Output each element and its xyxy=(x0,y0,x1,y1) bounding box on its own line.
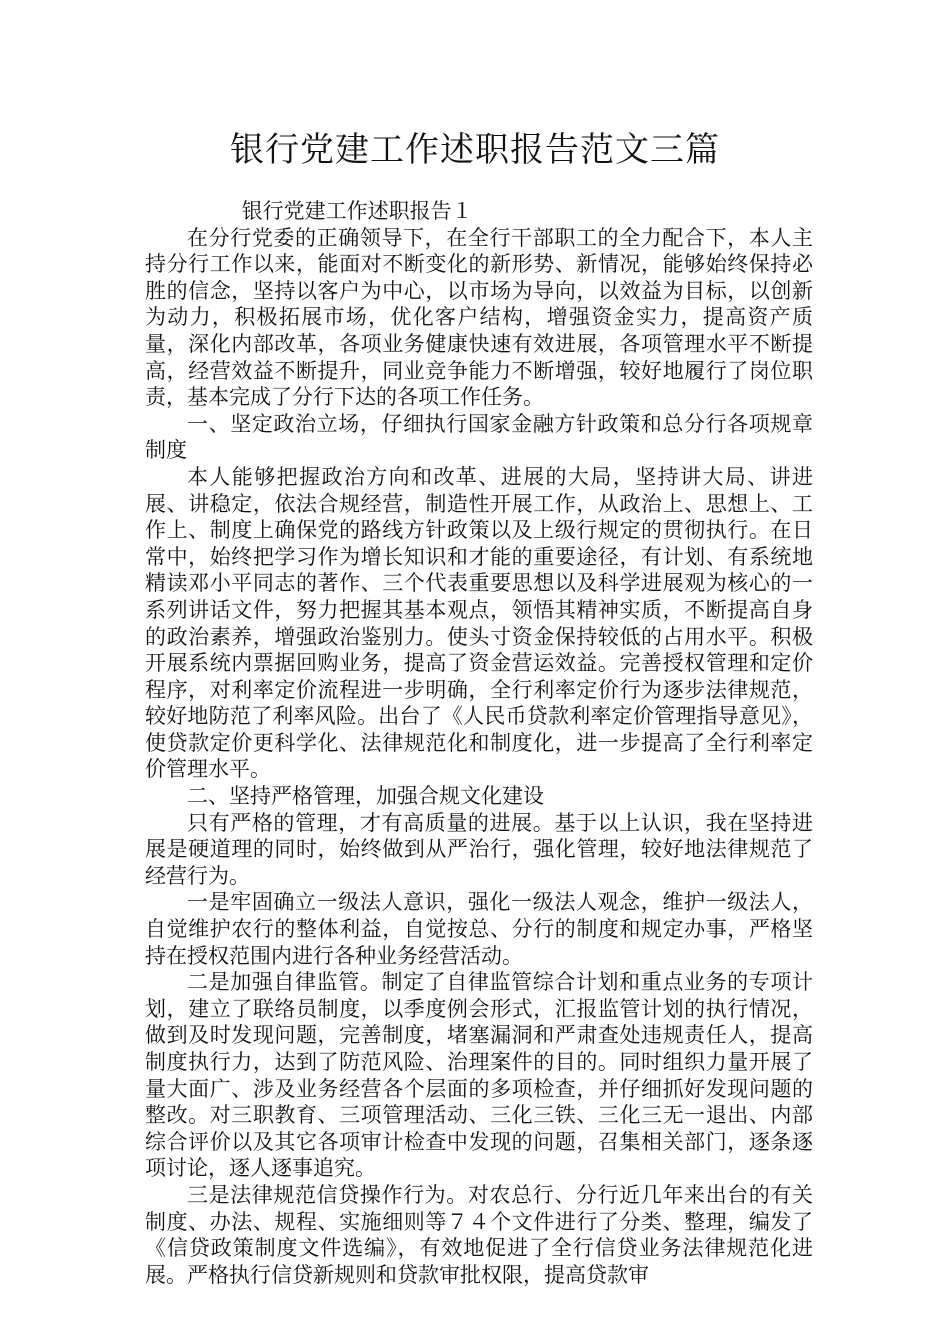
paragraph: 本人能够把握政治方向和改革、进展的大局，坚持讲大局、讲进展、讲稳定，依法合规经营，制造性开展工作，从政治上、思想上、工作上、制度上确保党的路线方针政策以及上级行规定的贯彻执行。在日常中，始终把学习作为增长知识和才能的重要途径，有计划、有系统地精读邓小平同志的著作、三个代表重要思想以及科学进展观为核心的一系列讲话文件，努力把握其基本观点，领悟其精神实质，不断提高自身的政治素养，增强政治鉴别力。使头寸资金保持较低的占用水平。积极开展系统内票据回购业务，提高了资金营运效益。完善授权管理和定价程序，对利率定价流程进一步明确，全行利率定价行为逐步法律规范，较好地防范了利率风险。出台了《人民币贷款利率定价管理指导意见》，使贷款定价更科学化、法律规范化和制度化，进一步提高了全行利率定价管理水平。 xyxy=(145,464,813,782)
paragraph: 一是牢固确立一级法人意识，强化一级法人观念，维护一级法人，自觉维护农行的整体利益，自觉按总、分行的制度和规定办事，严格坚持在授权范围内进行各种业务经营活动。 xyxy=(145,890,813,968)
section-heading-2: 二、坚持严格管理，加强合规文化建设 xyxy=(187,784,544,809)
paragraph-intro: 在分行党委的正确领导下，在全行干部职工的全力配合下，本人主持分行工作以来，能面对不断变化的新形势、新情况，能够始终保持必胜的信念，坚持以客户为中心，以市场为导向，以效益为目标，以创新为动力，积极拓展市场，优化客户结构，增强资金实力，提高资产质量，深化内部改革，各项业务健康快速有效进展，各项管理水平不断提高，经营效益不断提升，同业竞争能力不断增强，较好地履行了岗位职责，基本完成了分行下达的各项工作任务。 xyxy=(145,225,813,410)
section-heading-1: 一、坚定政治立场，仔细执行国家金融方针政策和总分行各项规章制度 xyxy=(145,411,813,463)
document-body xyxy=(145,198,813,1288)
section-subtitle: 银行党建工作述职报告１ xyxy=(241,199,473,223)
paragraph: 三是法律规范信贷操作行为。对农总行、分行近几年来出台的有关制度、办法、规程、实施细则等７４个文件进行了分类、整理，编发了《信贷政策制度文件选编》，有效地促进了全行信贷业务法律规范化进展。严格执行信贷新规则和贷款审批权限，提高贷款审 xyxy=(145,1182,813,1287)
paragraph: 只有严格的管理，才有高质量的进展。基于以上认识，我在坚持进展是硬道理的同时，始终做到从严治行，强化管理，较好地法律规范了经营行为。 xyxy=(145,810,813,888)
paragraph: 二是加强自律监管。制定了自律监管综合计划和重点业务的专项计划，建立了联络员制度，以季度例会形式，汇报监管计划的执行情况，做到及时发现问题，完善制度，堵塞漏洞和严肃查处违规责任人，提高制度执行力，达到了防范风险、治理案件的目的。同时组织力量开展了量大面广、涉及业务经营各个层面的多项检查，并仔细抓好发现问题的整改。对三职教育、三项管理活动、三化三铁、三化三无一退出、内部综合评价以及其它各项审计检查中发现的问题，召集相关部门，逐条逐项讨论，逐人逐事追究。 xyxy=(145,970,813,1181)
document-title: 银行党建工作述职报告范文三篇 xyxy=(230,130,720,170)
